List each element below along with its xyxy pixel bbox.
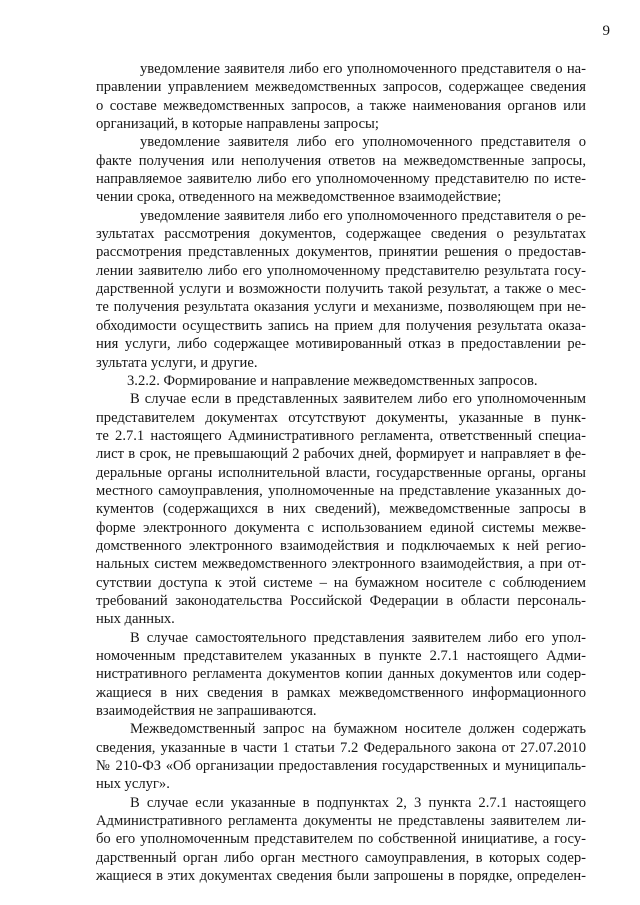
text-line: организаций, в которые направлены запросы;	[96, 116, 379, 133]
text-line: лении заявителю либо его уполномоченному представителю результата госу-	[96, 262, 586, 279]
text-line: форме электронного документа с использованием единой системы межве-	[96, 519, 586, 536]
text-line: чении срока, отведенного на межведомственное взаимодействие;	[96, 189, 502, 206]
text-line: зультата услуги, и другие.	[96, 354, 258, 371]
text-line: представителем документах отсутствуют документы, указанные в пунк-	[96, 409, 586, 426]
text-line: номоченным представителем указанных в пункте 2.7.1 настоящего Адми-	[96, 648, 586, 664]
text-line: уведомление заявителя либо его уполномоченного представителя о	[140, 134, 586, 151]
text-line: взаимодействия не запрашиваются.	[96, 703, 317, 720]
text-line: жащиеся в них сведения в рамках межведомственного информационного	[96, 684, 586, 701]
text-line: рассмотрения представленных документов, принятии решения о предостав-	[96, 244, 586, 261]
text-line: ных услуг».	[96, 776, 170, 793]
text-line: жащиеся в этих документах сведения были запрошены в порядке, определен-	[96, 868, 586, 885]
text-line: В случае если в представленных заявителем либо его уполномоченным	[130, 391, 586, 408]
text-line: нистративного регламента документов копии данных документов или содер-	[96, 666, 586, 683]
text-line: требований законодательства Российской Федерации в области персональ-	[96, 592, 586, 609]
text-line: те получения результата оказания услуги и механизме, позволяющем при не-	[96, 299, 586, 316]
text-line: уведомление заявителя либо его уполномоченного представителя о ре-	[140, 207, 586, 224]
document-body	[96, 60, 586, 885]
text-line: обходимости осуществить запись на прием для получения результата оказа-	[96, 317, 586, 334]
text-line: правлении управлением межведомственных запросов, содержащее сведения	[96, 79, 586, 96]
text-line: нальных систем межведомственного электронного взаимодействия, а при от-	[96, 556, 586, 573]
text-line: деральные органы исполнительной власти, государственные органы, органы	[96, 464, 586, 481]
text-line: сведения, указанные в части 1 статьи 7.2 Федерального закона от 27.07.2010	[96, 739, 586, 756]
text-line: зультатах рассмотрения документов, содержащее сведения о результатах	[96, 226, 586, 243]
text-line: дарственной услуги и возможности получить такой результат, а также о мес-	[96, 281, 586, 298]
text-line: ных данных.	[96, 611, 175, 628]
page-number: 9	[602, 23, 610, 39]
text-line: домственного электронного взаимодействия и подключаемых к ней регио-	[96, 537, 586, 554]
text-line: Межведомственный запрос на бумажном носителе должен содержать	[130, 721, 586, 738]
text-line: кументов (содержащихся в них сведений), межведомственные запросы в	[96, 501, 586, 518]
text-line: В случае если указанные в подпунктах 2, 3 пункта 2.7.1 настоящего	[130, 794, 586, 811]
text-line: лист в срок, не превышающий 2 рабочих дней, формирует и направляет в фе-	[96, 446, 586, 463]
text-line: местного самоуправления, уполномоченные на представление указанных до-	[96, 482, 586, 499]
text-line: № 210-ФЗ «Об организации предоставления государственных и муниципаль-	[96, 758, 586, 775]
text-line: 3.2.2. Формирование и направление межведомственных запросов.	[127, 372, 538, 389]
text-line: о составе межведомственных запросов, а также наименования органов или	[96, 97, 586, 114]
text-line: факте получения или неполучения ответов на межведомственные запросы,	[96, 152, 586, 169]
text-line: бо его уполномоченным представителем по собственной инициативе, а госу-	[96, 831, 586, 848]
text-line: В случае самостоятельного представления заявителем либо его упол-	[130, 629, 586, 646]
text-line: ния услуги, либо содержащее мотивированный отказ в предоставлении ре-	[96, 336, 586, 353]
text-line: дарственный орган либо орган местного самоуправления, в которых содер-	[96, 849, 586, 866]
text-line: сутствии доступа к этой системе – на бумажном носителе с соблюдением	[96, 574, 586, 591]
text-line: уведомление заявителя либо его уполномоченного представителя о на-	[140, 61, 586, 77]
text-line: направляемое заявителю либо его уполномоченному представителю по исте-	[96, 171, 586, 188]
text-line: те 2.7.1 настоящего Административного регламента, ответственный специа-	[96, 427, 586, 444]
text-line: Административного регламента документы не представлены заявителем ли-	[96, 813, 586, 830]
